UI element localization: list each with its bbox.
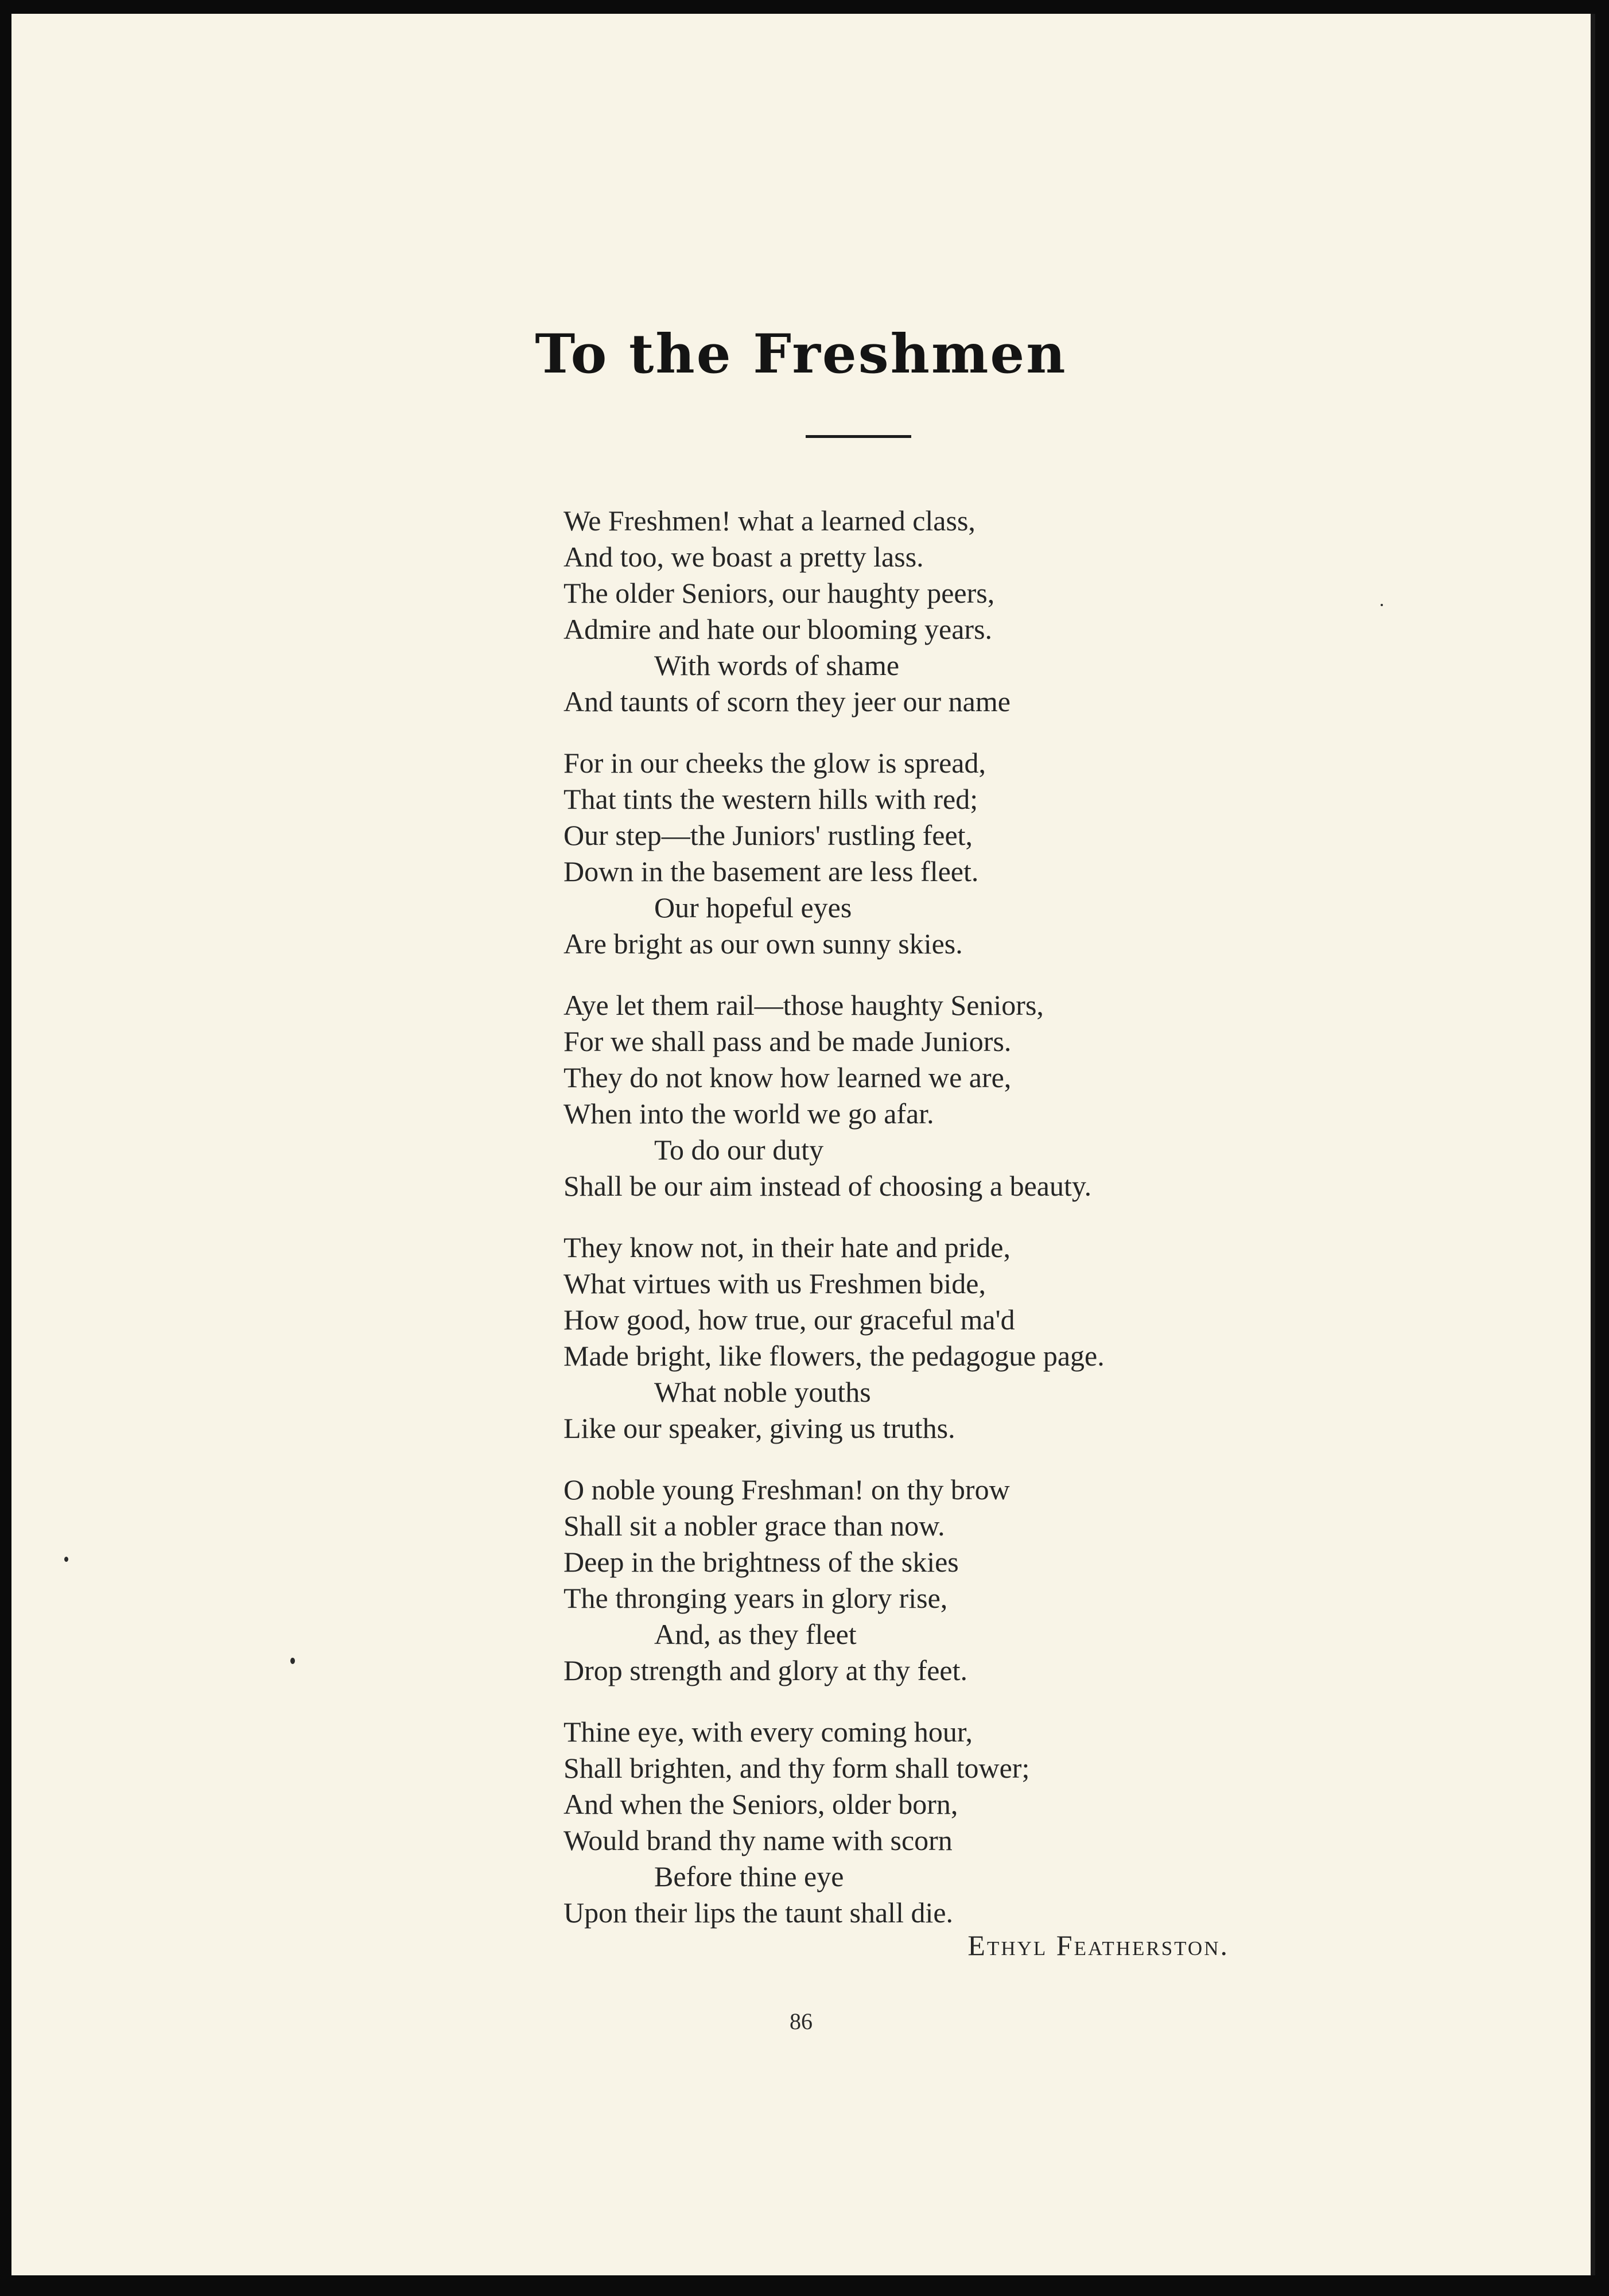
poem-line-indented: To do our duty [654, 1134, 824, 1166]
poem-line: For we shall pass and be made Juniors. [563, 1025, 1012, 1057]
stanza [563, 987, 1229, 1204]
poem-line: Aye let them rail—those haughty Seniors, [563, 989, 1044, 1021]
poem-title: To the Freshmen [535, 323, 1067, 386]
poem-line: How good, how true, our graceful ma'd [563, 1304, 1015, 1336]
poem-line: Shall brighten, and thy form shall tower; [563, 1752, 1030, 1784]
paper-speck [64, 1557, 68, 1562]
poem-line: Admire and hate our blooming years. [563, 613, 993, 645]
poem-line: That tints the western hills with red; [563, 783, 978, 815]
poem-line: The thronging years in glory rise, [563, 1582, 948, 1614]
poem-line: And when the Seniors, older born, [563, 1788, 958, 1820]
stanza [563, 1472, 1229, 1689]
paper-speck [290, 1658, 295, 1664]
title-rule [806, 435, 911, 438]
poem-line: And taunts of scorn they jeer our name [563, 685, 1011, 718]
stanza [563, 1230, 1229, 1446]
poem-line-indented: What noble youths [654, 1376, 871, 1408]
poem-line-indented: And, as they fleet [654, 1618, 857, 1650]
poem-line: Like our speaker, giving us truths. [563, 1412, 955, 1444]
poem-line: Are bright as our own sunny skies. [563, 928, 963, 960]
paper-speck [1381, 604, 1383, 606]
poem-line: Thine eye, with every coming hour, [563, 1716, 973, 1748]
poem-line-indented: With words of shame [654, 649, 900, 681]
author-signature: Ethyl Featherston. [967, 1929, 1229, 1961]
poem-line: Shall sit a nobler grace than now. [563, 1510, 945, 1542]
poem-line-indented: Before thine eye [654, 1860, 844, 1892]
poem-line: Our step—the Juniors' rustling feet, [563, 819, 973, 851]
poem-line: When into the world we go afar. [563, 1097, 934, 1130]
poem-line: For in our cheeks the glow is spread, [563, 747, 986, 779]
poem-line: The older Seniors, our haughty peers, [563, 577, 995, 609]
poem-line-indented: Our hopeful eyes [654, 891, 852, 924]
poem-line: Made bright, like flowers, the pedagogue page. [563, 1340, 1105, 1372]
poem-body [563, 503, 1229, 1964]
document-page [11, 14, 1595, 2275]
poem-line: And too, we boast a pretty lass. [563, 541, 924, 573]
stanza [563, 745, 1229, 962]
page-number: 86 [790, 2008, 813, 2034]
poem-line: Shall be our aim instead of choosing a beauty. [563, 1170, 1092, 1202]
poem-line: Deep in the brightness of the skies [563, 1546, 959, 1578]
poem-line: Drop strength and glory at thy feet. [563, 1654, 967, 1686]
poem-line: What virtues with us Freshmen bide, [563, 1267, 986, 1300]
poem-line: They do not know how learned we are, [563, 1061, 1012, 1093]
poem-line: O noble young Freshman! on thy brow [563, 1473, 1010, 1506]
stanza [563, 503, 1229, 720]
poem-line: Would brand thy name with scorn [563, 1824, 953, 1856]
poem-line: They know not, in their hate and pride, [563, 1231, 1011, 1263]
poem-line: Upon their lips the taunt shall die. [563, 1896, 954, 1929]
stanza [563, 1714, 1229, 1931]
poem-line: Down in the basement are less fleet. [563, 855, 979, 887]
poem-line: We Freshmen! what a learned class, [563, 505, 975, 537]
